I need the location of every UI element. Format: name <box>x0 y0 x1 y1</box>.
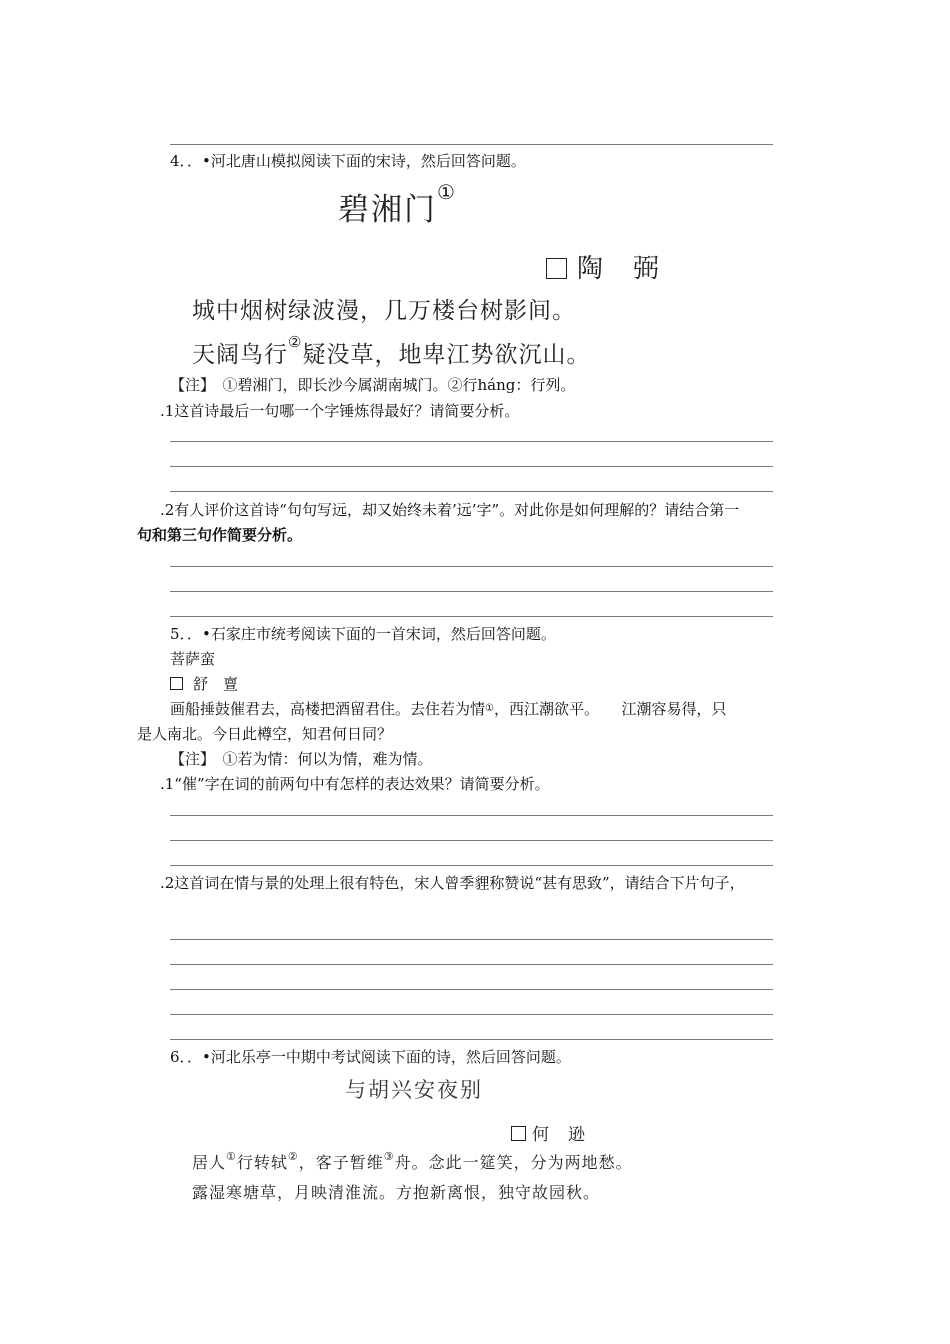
q4-note: 【注】 ①碧湘门，即长沙今属湖南城门。②行háng：行列。 <box>170 376 576 394</box>
answer-line <box>170 466 773 467</box>
q5-text-mark: ① <box>485 703 494 714</box>
q6-mark-3: ③ <box>383 1150 395 1163</box>
answer-line <box>170 840 773 841</box>
q5-author-name: 舒 亶 <box>193 675 239 693</box>
q6-poem-title: 与胡兴安夜别 <box>345 1078 483 1102</box>
answer-line <box>170 1039 773 1040</box>
q4-title-text: 碧湘门 <box>338 192 437 228</box>
q4-header: 4．．•河北唐山模拟阅读下面的宋诗，然后回答问题。 <box>170 152 526 170</box>
q6-mark-2: ② <box>287 1150 299 1163</box>
q5-ci-text-1 <box>170 699 727 719</box>
q4-author-name: 陶 弼 <box>577 254 662 284</box>
answer-line <box>170 865 773 866</box>
q6-poem-line-1 <box>192 1150 633 1173</box>
q6-author-name: 何 逊 <box>532 1125 586 1145</box>
answer-line <box>170 815 773 816</box>
answer-line <box>170 939 773 940</box>
answer-line <box>170 566 773 567</box>
q4-line2-mark: ② <box>288 333 303 351</box>
q4-poem-line-1: 城中烟树绿波漫，几万楼台树影间。 <box>192 298 576 324</box>
q6-l1-a: 居人 <box>192 1153 227 1172</box>
q6-l1-c: ，客子暂维 <box>298 1153 384 1172</box>
q4-poem-title <box>338 180 457 229</box>
q5-ci-text-2: 是人南北。今日此樽空，知君何日同？ <box>137 725 393 743</box>
answer-line <box>170 441 773 442</box>
q5-subquestion-1: .1“催”字在词的前两句中有怎样的表达效果？请简要分析。 <box>160 775 550 793</box>
q5-note: 【注】 ①若为情：何以为情，难为情。 <box>170 750 433 768</box>
author-box-icon <box>546 258 567 279</box>
q4-subquestion-1: .1这首诗最后一句哪一个字锤炼得最好？请简要分析。 <box>160 402 520 420</box>
q6-mark-1: ① <box>226 1150 237 1163</box>
answer-line <box>170 1014 773 1015</box>
answer-line <box>170 616 773 617</box>
q4-author <box>546 248 661 285</box>
author-box-icon <box>170 677 183 690</box>
q4-subquestion-2: .2有人评价这首诗“句句写远，却又始终未着’远’字”。对此你是如何理解的？请结合第一 <box>160 501 740 519</box>
q4-subquestion-2-cont: 句和第三句作简要分析。 <box>137 526 303 544</box>
q6-header: 6．．•河北乐亭一中期中考试阅读下面的诗，然后回答问题。 <box>170 1048 571 1066</box>
q5-header: 5．．•石家庄市统考阅读下面的一首宋词，然后回答问题。 <box>170 625 556 643</box>
q4-poem-line-2 <box>192 333 591 369</box>
answer-line <box>170 491 773 492</box>
author-box-icon <box>511 1126 526 1141</box>
answer-line <box>170 591 773 592</box>
q4-line2-b: 疑没草，地卑江势欲沉山。 <box>302 342 591 368</box>
answer-line <box>170 964 773 965</box>
q6-poem-line-2: 露湿寒塘草，月映清淮流。方抱新离恨，独守故园秋。 <box>192 1183 601 1202</box>
separator-line <box>170 144 773 145</box>
q6-l1-b: 行转轼 <box>236 1153 288 1172</box>
q5-author <box>170 674 238 694</box>
q5-ci-title: 菩萨蛮 <box>170 650 216 668</box>
answer-line <box>170 989 773 990</box>
q4-line2-a: 天阔鸟行 <box>192 342 288 368</box>
q5-text-b: ，西江潮欲平。 江潮容易得，只 <box>493 700 727 718</box>
q4-title-mark: ① <box>437 180 457 204</box>
q5-subquestion-2: .2这首词在情与景的处理上很有特色，宋人曾季貍称赞说“甚有思致”，请结合下片句子， <box>160 874 745 892</box>
q5-text-a: 画船捶鼓催君去，高楼把酒留君住。去住若为情 <box>170 700 486 718</box>
q6-author <box>511 1120 586 1145</box>
q6-l1-d: 舟。念此一筵笑，分为两地愁。 <box>394 1153 633 1172</box>
